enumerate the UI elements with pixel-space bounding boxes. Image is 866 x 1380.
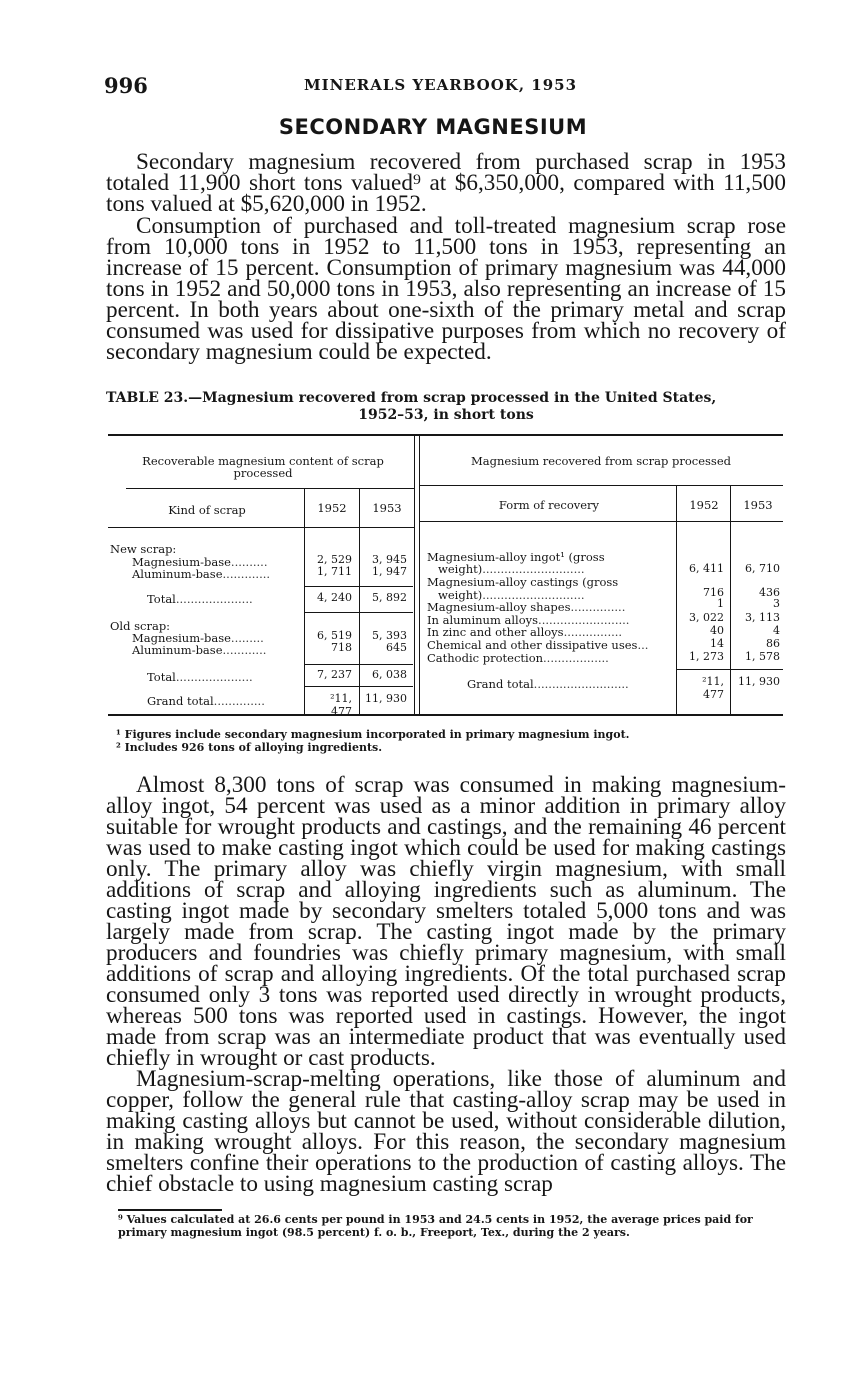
left-col-rule-2 bbox=[359, 489, 360, 714]
cell-value: 6, 411 bbox=[689, 562, 724, 575]
row-label: weight) bbox=[438, 588, 483, 602]
cell-value: 6, 710 bbox=[745, 562, 780, 575]
cell-value: 3, 022 bbox=[689, 611, 724, 624]
row-label: Aluminum-base bbox=[132, 643, 223, 657]
right-group-header: Magnesium recovered from scrap processed bbox=[471, 454, 731, 468]
row-label: Aluminum-base bbox=[132, 567, 223, 581]
cell-value: 11, 930 bbox=[365, 692, 407, 705]
cell-value: 3 bbox=[773, 597, 780, 610]
paragraph-2: Consumption of purchased and toll-treated magnesium scrap rose from 10,000 tons in 1952 to 11,500 tons in 1953, representing an increase of 15 percent. Consumption of primary magnesium was 44,000 tons in 1952 and 50,000 tons in 1953, also representing an increase of 15 percent. In both years about one-sixth of the primary metal and scrap consumed was used for dissipative purposes from which no recovery of secondary magnesium could be expected. bbox=[106, 213, 786, 365]
paragraph-3: Almost 8,300 tons of scrap was consumed in making magnesium-alloy ingot, 54 percent was used as a minor addition in primary alloy suitable for wrought products and castings, and the remaining 46 percent was used to make casting ingot which could be used for making castings only. The primary alloy was chiefly virgin magnesium, with small additions of scrap and alloying ingredients such as aluminum. The casting ingot made by secondary smelters totaled 5,000 tons and was largely made from scrap. The casting ingot made by the primary producers and foundries was chiefly primary magnesium, with small additions of scrap and alloying ingredients. Of the total purchased scrap consumed only 3 tons was reported used directly in wrought products, whereas 500 tons was reported used in castings. However, the ingot made from scrap was an intermediate product that was eventually used chiefly in wrought or cast products. bbox=[106, 772, 786, 1071]
cell-value: ²11, 477 bbox=[702, 675, 724, 701]
footnote-separator bbox=[118, 1209, 222, 1211]
row-label-old-scrap: Old scrap: bbox=[110, 619, 171, 633]
col-right-1952: 1952 bbox=[689, 498, 719, 512]
left-subheader-rule bbox=[108, 527, 414, 528]
cell-value: 1 bbox=[717, 597, 724, 610]
col-left-1952: 1952 bbox=[317, 501, 347, 515]
cell-value: 5, 892 bbox=[372, 591, 407, 604]
row-label: Cathodic protection bbox=[427, 651, 544, 665]
row-label: Magnesium-alloy ingot¹ (gross bbox=[427, 550, 605, 564]
cell-value: 1, 947 bbox=[372, 565, 407, 578]
left-col-rule-1 bbox=[304, 489, 305, 714]
cell-value: 4 bbox=[773, 624, 780, 637]
table-row: In zinc and other alloys................ bbox=[427, 625, 623, 639]
table-caption-line1: TABLE 23.—Magnesium recovered from scrap processed in the United States, bbox=[106, 390, 717, 406]
table-row: Cathodic protection.................. bbox=[427, 651, 609, 665]
cell-value: 645 bbox=[386, 641, 407, 654]
table-footnote-1: ¹ Figures include secondary magnesium incorporated in primary magnesium ingot. bbox=[116, 728, 630, 741]
row-label: Magnesium-base bbox=[132, 631, 231, 645]
row-label: Total bbox=[147, 670, 176, 684]
subtotal-rule-new bbox=[305, 586, 413, 587]
paragraph-1: Secondary magnesium recovered from purchased scrap in 1953 totaled 11,900 short tons valued⁹ at $6,350,000, compared with 11,500 tons valued at $5,620,000 in 1952. bbox=[106, 149, 786, 217]
cell-value: 14 bbox=[710, 637, 724, 650]
cell-value: 1, 273 bbox=[689, 650, 724, 663]
table-caption-line2: 1952–53, in short tons bbox=[358, 407, 534, 423]
paragraph-4: Magnesium-scrap-melting operations, like those of aluminum and copper, follow the general rule that casting-alloy scrap may be used in making casting alloys but cannot be used, without considerable dilution, in making wrought alloys. For this reason, the secondary magnesium smelters confine their operations to the production of casting alloys. The chief obstacle to using magnesium casting scrap bbox=[106, 1066, 786, 1197]
right-col-rule-2 bbox=[730, 486, 731, 714]
cell-value: 7, 237 bbox=[317, 668, 352, 681]
cell-value: 11, 930 bbox=[738, 675, 780, 688]
cell-value: 1, 578 bbox=[745, 650, 780, 663]
table-row: Magnesium-base......... bbox=[132, 631, 264, 645]
col-form-of-recovery: Form of recovery bbox=[498, 498, 600, 512]
table-footnote-2: ² Includes 926 tons of alloying ingredients. bbox=[116, 741, 383, 754]
col-kind-of-scrap: Kind of scrap bbox=[168, 503, 246, 517]
table-row: weight)............................ bbox=[438, 562, 585, 576]
table-row: Aluminum-base............. bbox=[132, 567, 271, 581]
left-header-rule bbox=[126, 488, 414, 489]
row-label: In zinc and other alloys bbox=[427, 625, 564, 639]
row-label: Total bbox=[147, 592, 176, 606]
subtotal-rule-old-2 bbox=[305, 686, 413, 687]
right-total-rule bbox=[677, 669, 783, 670]
col-right-1953: 1953 bbox=[743, 498, 773, 512]
cell-value: 40 bbox=[710, 624, 724, 637]
page-number: 996 bbox=[104, 73, 148, 98]
running-title: MINERALS YEARBOOK, 1953 bbox=[304, 76, 578, 94]
right-subheader-rule bbox=[420, 521, 783, 522]
table-row: Magnesium-base.......... bbox=[132, 555, 268, 569]
table-bottom-rule bbox=[108, 714, 783, 716]
table-row: Total..................... bbox=[147, 592, 253, 606]
table-divider-1 bbox=[414, 436, 415, 714]
cell-value: 86 bbox=[766, 637, 780, 650]
cell-value: 5, 393 bbox=[372, 629, 407, 642]
subtotal-rule-new-2 bbox=[305, 612, 413, 613]
section-title: SECONDARY MAGNESIUM bbox=[278, 115, 588, 139]
row-label: Magnesium-alloy shapes bbox=[427, 600, 571, 614]
row-label: Grand total bbox=[147, 694, 214, 708]
right-header-rule bbox=[420, 485, 783, 486]
cell-value: 6, 038 bbox=[372, 668, 407, 681]
cell-value: 716 bbox=[703, 586, 724, 599]
cell-value: 3, 945 bbox=[372, 553, 407, 566]
row-label: weight) bbox=[438, 562, 483, 576]
table-row: Magnesium-alloy shapes............... bbox=[427, 600, 626, 614]
subtotal-rule-old bbox=[305, 664, 413, 665]
row-label: Grand total bbox=[467, 677, 534, 691]
cell-value: 4, 240 bbox=[317, 591, 352, 604]
row-label: Magnesium-base bbox=[132, 555, 231, 569]
cell-value: 3, 113 bbox=[745, 611, 780, 624]
cell-value: 6, 519 bbox=[317, 629, 352, 642]
cell-value: 718 bbox=[331, 641, 352, 654]
table-row: Grand total.............. bbox=[147, 694, 265, 708]
cell-value: ²11, 477 bbox=[330, 692, 352, 718]
page-footnote: ⁹ Values calculated at 26.6 cents per pound in 1953 and 24.5 cents in 1952, the average prices paid for primary magnesium ingot (98.5 percent) f. o. b., Freeport, Tex., during the 2 years. bbox=[118, 1213, 753, 1239]
row-label: In aluminum alloys bbox=[427, 613, 539, 627]
table-row: Total..................... bbox=[147, 670, 253, 684]
table-row: weight)............................ bbox=[438, 588, 585, 602]
table-row: Grand total.......................... bbox=[467, 677, 629, 691]
cell-value: 1, 711 bbox=[317, 565, 352, 578]
row-label: Magnesium-alloy castings (gross bbox=[427, 575, 619, 589]
table-divider-2 bbox=[419, 436, 420, 714]
right-col-rule-1 bbox=[676, 486, 677, 714]
table-row: Chemical and other dissipative uses... bbox=[427, 638, 649, 652]
table-caption bbox=[106, 390, 786, 424]
cell-value: 2, 529 bbox=[317, 553, 352, 566]
running-head bbox=[104, 73, 784, 103]
table-top-rule bbox=[108, 434, 783, 436]
row-label: Chemical and other dissipative uses bbox=[427, 638, 638, 652]
table-row: In aluminum alloys......................... bbox=[427, 613, 630, 627]
table-row: Aluminum-base............ bbox=[132, 643, 267, 657]
cell-value: 436 bbox=[759, 586, 780, 599]
left-group-header: Recoverable magnesium content of scrap processed bbox=[142, 454, 384, 480]
row-label-new-scrap: New scrap: bbox=[110, 542, 177, 556]
col-left-1953: 1953 bbox=[372, 501, 402, 515]
